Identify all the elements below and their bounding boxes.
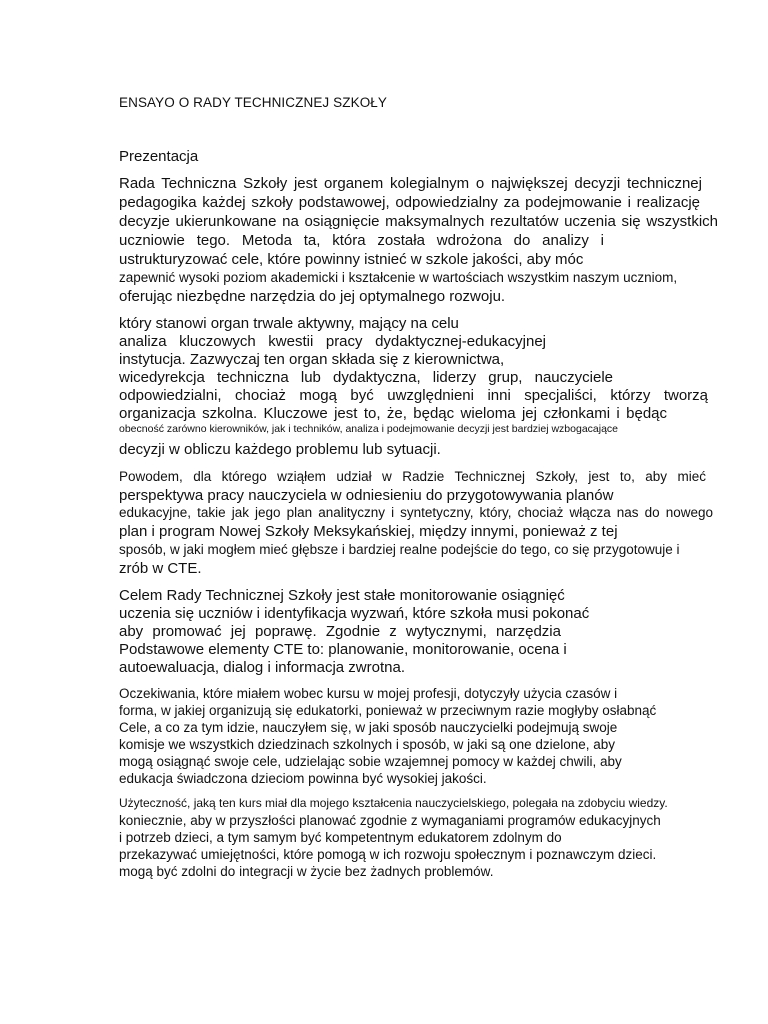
paragraph-line: Celem Rady Technicznej Szkoły jest stałe monitorowanie osiągnięć [119, 587, 565, 604]
paragraph-line: instytucja. Zazwyczaj ten organ składa się z kierownictwa, [119, 351, 505, 368]
section-heading-prezentacja: Prezentacja [119, 148, 199, 165]
paragraph-line: zrób w CTE. [119, 560, 202, 577]
paragraph-line: edukacyjne, takie jak jego plan analityczny i syntetyczny, który, chociaż włącza nas do nowego [119, 506, 713, 520]
paragraph-line: perspektywa pracy nauczyciela w odniesieniu do przygotowywania planów [119, 487, 614, 504]
paragraph-line: mogą być zdolni do integracji w życie bez żadnych problemów. [119, 864, 494, 879]
paragraph-line: obecność zarówno kierowników, jak i techników, analiza i podejmowanie decyzji jest bardziej wzbogacające [119, 423, 619, 435]
document-title: ENSAYO O RADY TECHNICZNEJ SZKOŁY [119, 95, 388, 110]
paragraph-line: autoewaluacja, dialog i informacja zwrotna. [119, 659, 405, 676]
paragraph-line: Cele, a co za tym idzie, nauczyłem się, w jaki sposób nauczycielki podejmują swoje [119, 720, 618, 735]
paragraph-line: Powodem, dla którego wziąłem udział w Radzie Technicznej Szkoły, jest to, aby mieć [119, 470, 706, 484]
paragraph-line: uczniowie tego. Metoda ta, która została wdrożona do analizy i [119, 233, 604, 248]
paragraph-line: Podstawowe elementy CTE to: planowanie, monitorowanie, ocena i [119, 641, 567, 658]
paragraph-line: mogą osiągnąć swoje cele, udzielając sobie wzajemnej pomocy w każdej chwili, aby [119, 754, 622, 769]
paragraph-line: decyzje ukierunkowane na osiągnięcie maksymalnych rezultatów uczenia się wszystkich [119, 214, 718, 229]
paragraph-line: Rada Techniczna Szkoły jest organem kolegialnym o największej decyzji technicznej [119, 176, 702, 191]
paragraph-line: odpowiedzialni, chociaż mogą być uwzględnieni inni specjaliści, którzy tworzą [119, 388, 708, 403]
paragraph-line: przekazywać umiejętności, które pomogą w ich rozwoju społecznym i poznawczym dzieci. [119, 847, 657, 862]
paragraph-line: koniecznie, aby w przyszłości planować zgodnie z wymaganiami programów edukacyjnych [119, 813, 661, 828]
paragraph-line: Użyteczność, jaką ten kurs miał dla mojego kształcenia nauczycielskiego, polegała na zdobyciu wiedzy. [119, 796, 668, 810]
paragraph-line: Oczekiwania, które miałem wobec kursu w mojej profesji, dotyczyły użycia czasów i [119, 686, 618, 701]
paragraph-line: komisje we wszystkich dziedzinach szkolnych i sposób, w jaki są one dzielone, aby [119, 737, 615, 752]
paragraph-line: ustrukturyzować cele, które powinny istnieć w szkole jakości, aby móc [119, 251, 584, 268]
paragraph-line: zapewnić wysoki poziom akademicki i kształcenie w wartościach wszystkim naszym uczniom, [119, 270, 678, 285]
paragraph-line: uczenia się uczniów i identyfikacja wyzwań, które szkoła musi pokonać [119, 605, 590, 622]
paragraph-line: który stanowi organ trwale aktywny, mający na celu [119, 315, 459, 332]
paragraph-line: pedagogika każdej szkoły podstawowej, odpowiedzialny za podejmowanie i realizację [119, 195, 700, 210]
paragraph-line: forma, w jakiej organizują się edukatorki, ponieważ w przeciwnym razie mogłyby osłabnąć [119, 703, 657, 718]
paragraph-line: i potrzeb dzieci, a tym samym być kompetentnym edukatorem zdolnym do [119, 830, 562, 845]
paragraph-line: organizacja szkolna. Kluczowe jest to, że, będąc wieloma jej członkami i będąc [119, 406, 667, 421]
paragraph-line: wicedyrekcja techniczna lub dydaktyczna, liderzy grup, nauczyciele [119, 370, 613, 385]
paragraph-line: analiza kluczowych kwestii pracy dydaktycznej-edukacyjnej [119, 334, 546, 349]
paragraph-line: aby promować jej poprawę. Zgodnie z wytycznymi, narzędzia [119, 624, 561, 639]
paragraph-line: oferując niezbędne narzędzia do jej optymalnego rozwoju. [119, 288, 506, 305]
paragraph-line: decyzji w obliczu każdego problemu lub sytuacji. [119, 441, 441, 458]
paragraph-line: edukacja świadczona dzieciom powinna być wysokiej jakości. [119, 771, 487, 786]
paragraph-line: sposób, w jaki mogłem mieć głębsze i bardziej realne podejście do tego, co się przygotowuje i [119, 542, 680, 557]
paragraph-line: plan i program Nowej Szkoły Meksykańskiej, między innymi, ponieważ z tej [119, 523, 618, 540]
